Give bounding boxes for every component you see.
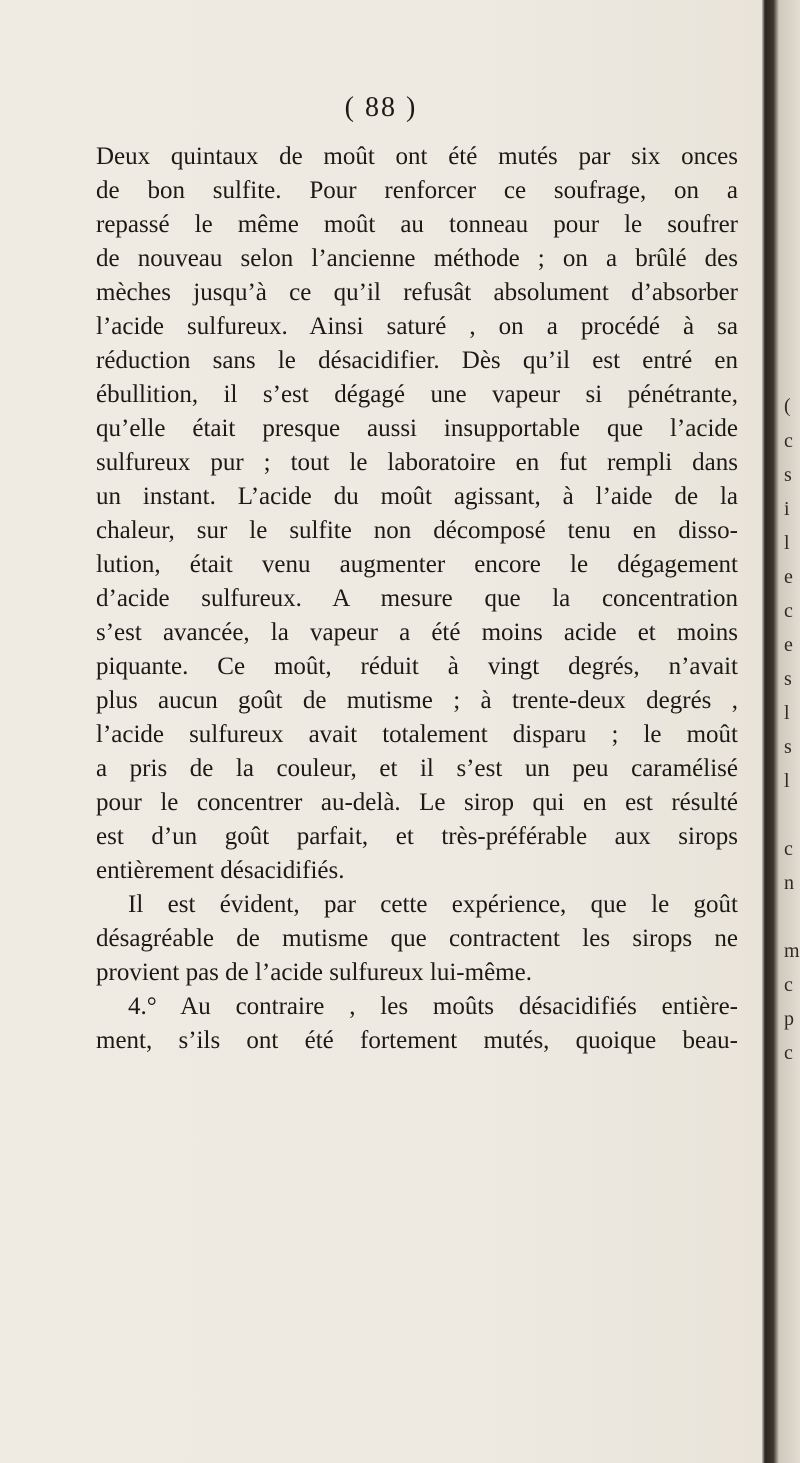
text-line: l’acide sulfureux avait totalement disparu ; le moût [96, 721, 738, 748]
edge-glyph: e [784, 566, 793, 588]
text-line: d’acide sulfureux. A mesure que la concentration [96, 585, 738, 612]
text-line: Deux quintaux de moût ont été mutés par six onces [96, 143, 738, 170]
text-line: a pris de la couleur, et il s’est un peu caramélisé [96, 755, 738, 782]
text-line: qu’elle était presque aussi insupportable que l’acide [96, 415, 738, 442]
page-number: ( 88 ) [344, 92, 418, 123]
text-line: sulfureux pur ; tout le laboratoire en fut rempli dans [96, 449, 738, 476]
text-line: repassé le même moût au tonneau pour le soufrer [96, 211, 738, 238]
edge-glyph: s [784, 736, 792, 758]
text-line: lution, était venu augmenter encore le dégagement [96, 551, 738, 578]
edge-glyph: s [784, 464, 792, 486]
edge-glyph: i [784, 498, 790, 520]
text-line: chaleur, sur le sulfite non décomposé tenu en disso- [96, 517, 738, 544]
edge-glyph: m [784, 940, 800, 962]
text-line: pour le concentrer au-delà. Le sirop qui en est résulté [96, 789, 738, 816]
edge-glyph: l [784, 532, 790, 554]
edge-glyph: l [784, 770, 790, 792]
text-line: s’est avancée, la vapeur a été moins acide et moins [96, 619, 738, 646]
edge-glyph: s [784, 668, 792, 690]
text-line: ment, s’ils ont été fortement mutés, quoique beau- [96, 1027, 738, 1054]
text-line: ébullition, il s’est dégagé une vapeur si pénétrante, [96, 381, 738, 408]
text-line: plus aucun goût de mutisme ; à trente-deux degrés , [96, 687, 738, 714]
text-line: de bon sulfite. Pour renforcer ce soufrage, on a [96, 177, 738, 204]
edge-glyph: p [784, 1008, 794, 1030]
edge-glyph: ( [784, 395, 791, 417]
text-line: 4.° Au contraire , les moûts désacidifiés entière- [128, 993, 738, 1020]
edge-glyph: c [784, 430, 793, 452]
text-line: Il est évident, par cette expérience, que le goût [128, 891, 738, 918]
edge-glyph: n [784, 872, 794, 894]
text-line: un instant. L’acide du moût agissant, à l’aide de la [96, 483, 738, 510]
edge-glyph: c [784, 1042, 793, 1064]
text-line: mèches jusqu’à ce qu’il refusât absolument d’absorber [96, 279, 738, 306]
text-line: désagréable de mutisme que contractent les sirops ne [96, 925, 738, 952]
edge-glyph: c [784, 600, 793, 622]
text-line: provient pas de l’acide sulfureux lui-même. [96, 959, 532, 986]
edge-glyph: l [784, 702, 790, 724]
text-line: de nouveau selon l’ancienne méthode ; on a brûlé des [96, 245, 738, 272]
edge-glyph: e [784, 634, 793, 656]
text-line: l’acide sulfureux. Ainsi saturé , on a procédé à sa [96, 313, 738, 340]
edge-glyph: c [784, 838, 793, 860]
text-line: est d’un goût parfait, et très-préférable aux sirops [96, 823, 738, 850]
body-text [96, 140, 738, 1058]
edge-glyph: c [784, 974, 793, 996]
next-page-edge [782, 0, 800, 1463]
text-line: réduction sans le désacidifier. Dès qu’il est entré en [96, 347, 738, 374]
text-line: piquante. Ce moût, réduit à vingt degrés, n’avait [96, 653, 738, 680]
text-line: entièrement désacidifiés. [96, 857, 345, 884]
